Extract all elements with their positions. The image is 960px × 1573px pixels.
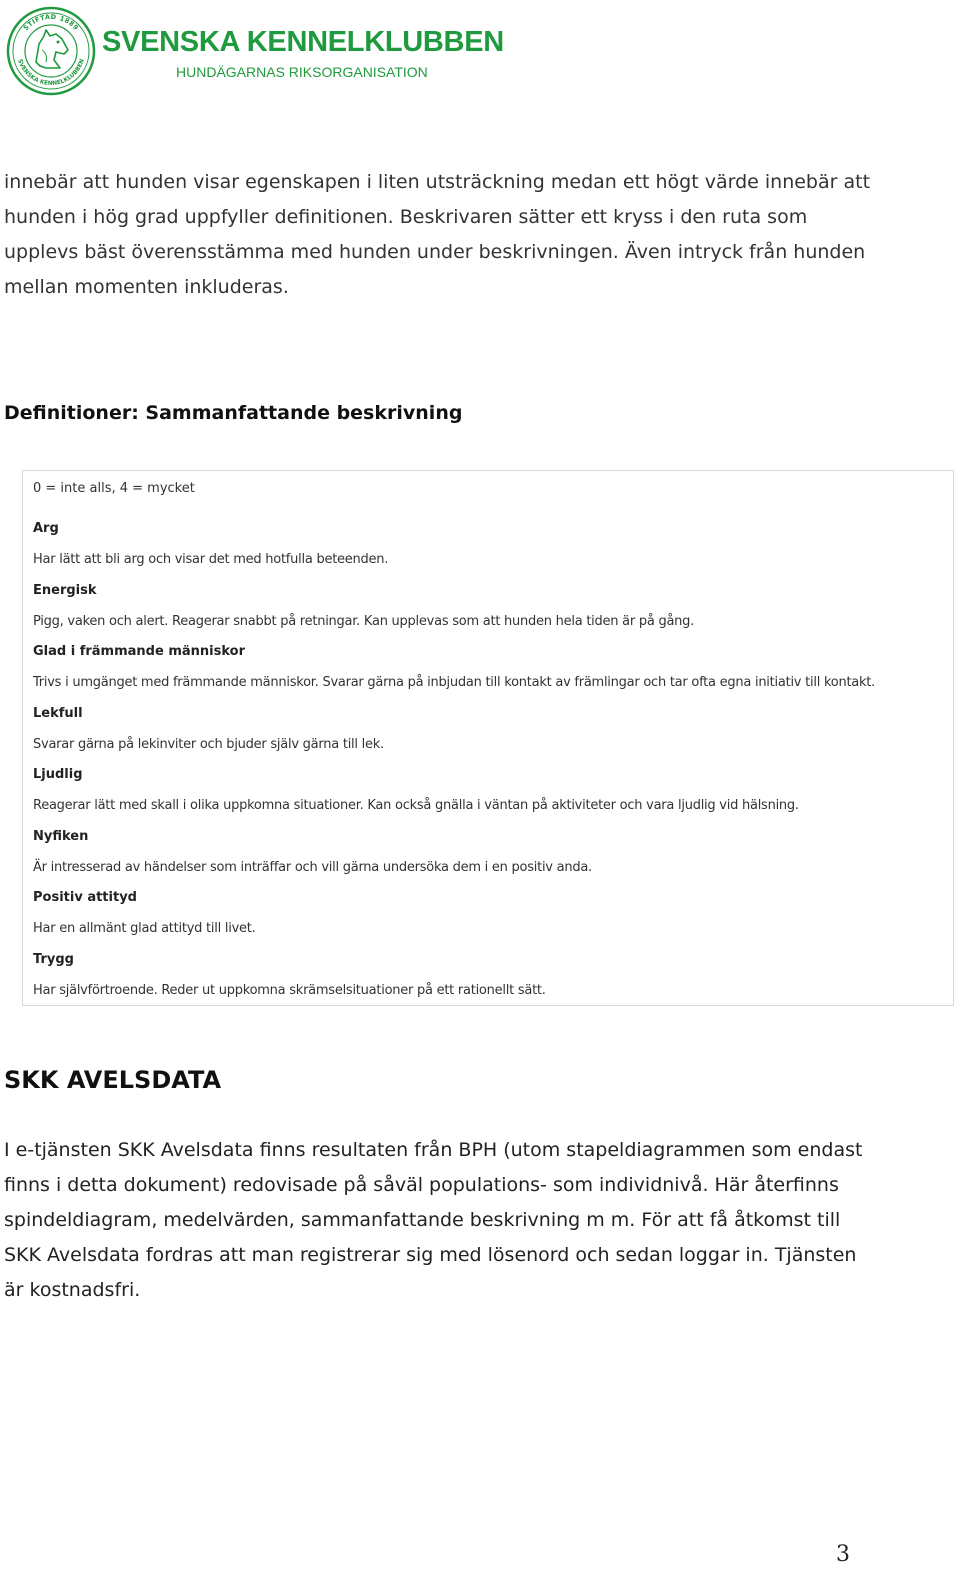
definition-description: Har självförtroende. Reder ut uppkomna skrämselsituationer på ett rationellt sätt. (33, 982, 546, 998)
definition-term: Energisk (33, 582, 97, 598)
intro-paragraph (4, 165, 904, 305)
avelsdata-paragraph (4, 1133, 904, 1308)
avelsdata-line: I e-tjänsten SKK Avelsdata finns resultaten från BPH (utom stapeldiagrammen som endast (4, 1139, 863, 1161)
definition-description: Har lätt att bli arg och visar det med hotfulla beteenden. (33, 552, 389, 567)
organization-name: SVENSKA KENNELKLUBBEN (102, 26, 504, 58)
definitions-list (33, 519, 949, 1011)
definition-term: Positiv attityd (33, 890, 137, 905)
definition-description: Pigg, vaken och alert. Reagerar snabbt på retningar. Kan upplevas som att hunden hela tiden är på gång. (33, 613, 695, 629)
avelsdata-line: spindeldiagram, medelvärden, sammanfattande beskrivning m m. För att få åtkomst till (4, 1209, 841, 1231)
definition-description: Trivs i umgänget med främmande människor. Svarar gärna på inbjudan till kontakt av främlingar och tar ofta egna initiativ till kontakt. (33, 675, 876, 690)
definition-term: Ljudlig (33, 767, 83, 782)
definitions-box (22, 470, 954, 1006)
definition-description: Svarar gärna på lekinviter och bjuder själv gärna till lek. (33, 736, 384, 752)
definition-item-ljudlig (33, 765, 949, 827)
organization-subtitle: HUNDÄGARNAS RIKSORGANISATION (176, 64, 428, 80)
svg-text:STIFTAD 1889: STIFTAD 1889 (21, 12, 81, 33)
avelsdata-line: finns i detta dokument) redovisade på såväl populations- som individnivå. Här återfinns (4, 1174, 839, 1196)
definition-description: Reagerar lätt med skall i olika uppkomna situationer. Kan också gnälla i väntan på aktiviteter och vara ljudlig vid hälsning. (33, 798, 799, 813)
definition-term: Lekfull (33, 705, 83, 721)
kennel-club-logo-icon (6, 6, 96, 96)
definition-item-trygg (33, 950, 949, 1012)
definition-item-energisk (33, 581, 949, 643)
intro-line: mellan momenten inkluderas. (4, 276, 289, 298)
definitions-heading: Definitioner: Sammanfattande beskrivning (4, 402, 463, 424)
definition-term: Nyfiken (33, 828, 89, 844)
svg-text:SVENSKA KENNELKLUBBEN: SVENSKA KENNELKLUBBEN (16, 58, 86, 88)
definition-term: Glad i främmande människor (33, 644, 245, 659)
definition-item-nyfiken (33, 827, 949, 889)
definition-description: Är intresserad av händelser som inträffar och vill gärna undersöka dem i en positiv anda. (33, 859, 592, 875)
definition-term: Trygg (33, 951, 74, 967)
avelsdata-heading: SKK AVELSDATA (4, 1066, 222, 1094)
definition-item-lekfull (33, 704, 949, 766)
intro-line: upplevs bäst överensstämma med hunden under beskrivningen. Även intryck från hunden (4, 241, 866, 263)
definition-item-arg (33, 519, 949, 581)
page-number: 3 (836, 1542, 850, 1567)
definition-item-positiv-attityd (33, 888, 949, 950)
definition-term: Arg (33, 521, 59, 536)
intro-line: innebär att hunden visar egenskapen i liten utsträckning medan ett högt värde innebär att (4, 171, 871, 193)
intro-line: hunden i hög grad uppfyller definitionen. Beskrivaren sätter ett kryss i den ruta som (4, 206, 808, 228)
avelsdata-line: är kostnadsfri. (4, 1279, 141, 1301)
definition-item-glad (33, 642, 949, 704)
definitions-scale: 0 = inte alls, 4 = mycket (33, 481, 195, 496)
document-header (6, 6, 566, 98)
definition-description: Har en allmänt glad attityd till livet. (33, 921, 256, 936)
avelsdata-line: SKK Avelsdata fordras att man registrerar sig med lösenord och sedan loggar in. Tjänsten (4, 1244, 857, 1266)
